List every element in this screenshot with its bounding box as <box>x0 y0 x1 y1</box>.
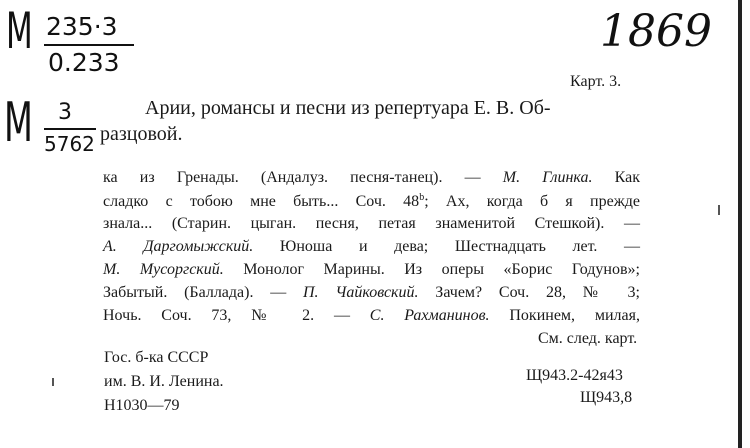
body-text-segment: ка из Гренады. (Андалуз. песня-танец). — <box>103 169 503 186</box>
body-text-segment: Юноша и дева; Шестнадцать лет. — <box>253 238 641 255</box>
call-number-2-denominator: 5762 <box>44 132 95 156</box>
see-next-card: См. след. карт. <box>538 330 638 347</box>
body-text-segment: Как <box>592 169 641 186</box>
call-number-2-numerator: 3 <box>58 100 72 125</box>
library-line-1: Гос. б-ка СССР <box>104 349 209 366</box>
body-line-4 <box>103 239 640 255</box>
body-text-segment: Забытый. (Баллада). — <box>103 284 303 301</box>
handwritten-year: 1869 <box>600 6 712 57</box>
card-right-edge <box>738 0 742 448</box>
body-line-7 <box>103 308 640 324</box>
call-number-1-denominator: 0.233 <box>48 48 120 77</box>
classification-line-2: Щ943,8 <box>580 389 633 406</box>
body-line-2 <box>103 193 640 210</box>
composer-glinka: М. Глинка. <box>502 169 593 186</box>
composer-rachmaninoff: С. Рахманинов. <box>369 307 490 324</box>
library-line-2: им. В. И. Ленина. <box>104 373 224 390</box>
call-number-1-prefix: М <box>6 2 33 60</box>
title-line-2: разцовой. <box>100 123 183 145</box>
body-line-3: знала... (Старин. цыган. песня, петая знаменитой Стешкой). — <box>103 215 640 232</box>
call-number-1-fraction-line <box>44 44 134 46</box>
body-text-segment: Монолог Марины. Из оперы «Борис Годунов»; <box>223 261 640 278</box>
card-number: Карт. 3. <box>570 73 622 90</box>
body-text-segment: сладко с тобою мне быть... Соч. 48 <box>103 193 420 210</box>
scan-mark <box>718 205 720 215</box>
body-line-6 <box>103 285 640 301</box>
library-line-3: Н1030—79 <box>104 397 180 414</box>
body-line-5 <box>103 262 640 278</box>
scan-mark <box>52 378 54 386</box>
composer-tchaikovsky: П. Чайковский. <box>303 284 419 301</box>
call-number-2-fraction-line <box>44 128 96 130</box>
body-line-1 <box>103 170 640 186</box>
opus-superscript: b <box>419 192 425 203</box>
body-text-segment: Покинем, милая, <box>489 307 641 324</box>
body-text-segment: ; Ах, когда б я прежде <box>424 193 640 210</box>
composer-mussorgsky: М. Мусоргский. <box>103 261 224 278</box>
call-number-2-prefix: М <box>4 91 33 154</box>
body-text-segment: Зачем? Соч. 28, № 3; <box>418 284 640 301</box>
call-number-1-numerator: 235·3 <box>46 12 118 41</box>
title-line-1: Арии, романсы и песни из репертуара Е. В. Об- <box>145 97 551 119</box>
composer-dargomyzhsky: А. Даргомыжский. <box>103 238 254 255</box>
classification-line-1: Щ943.2-42я43 <box>526 367 623 384</box>
body-text-segment: Ночь. Соч. 73, № 2. — <box>103 307 370 324</box>
